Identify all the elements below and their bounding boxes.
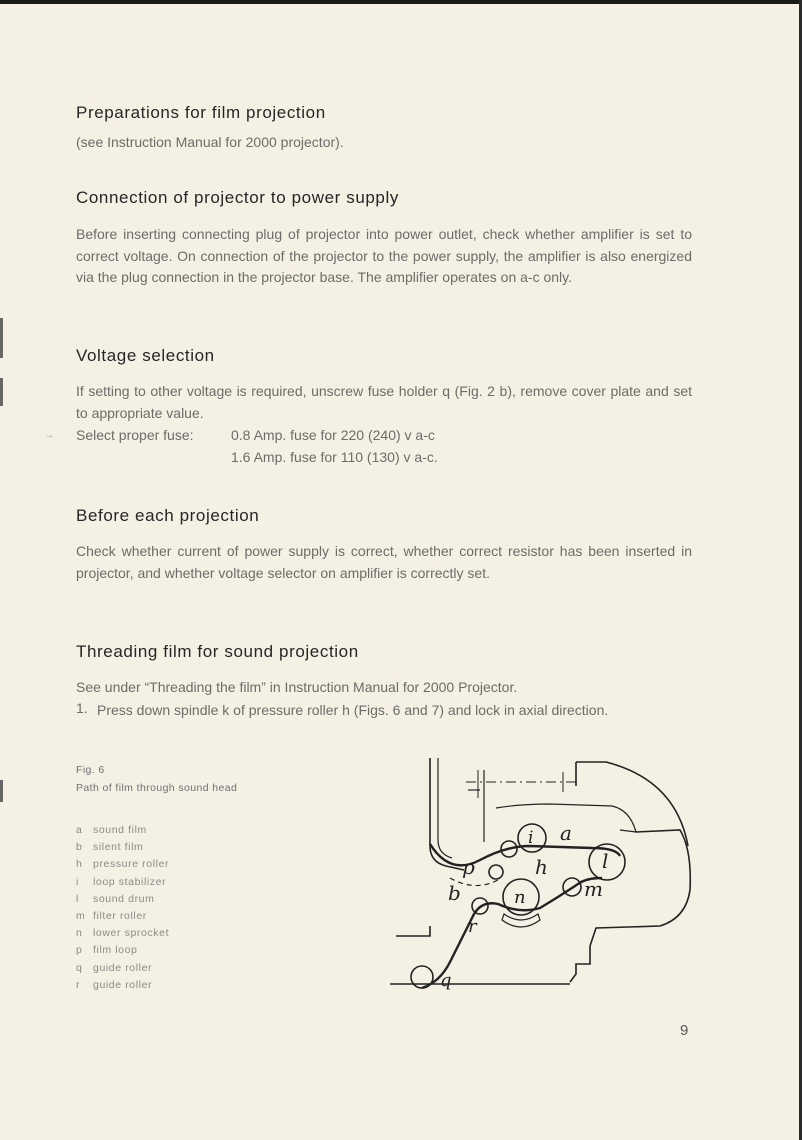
margin-arrow-icon: → xyxy=(44,430,54,441)
diagram-label-l: l xyxy=(602,849,609,873)
binding-mark xyxy=(0,378,3,406)
section-title-threading: Threading film for sound projection xyxy=(76,642,359,661)
frame-right-side xyxy=(570,830,690,982)
legend-item: p film loop xyxy=(76,944,138,957)
figure-number: Fig. 6 xyxy=(76,764,105,776)
diagram-label-p: p xyxy=(462,855,475,879)
diagram-label-n: n xyxy=(514,887,526,908)
figure-legend xyxy=(76,822,169,994)
legend-item: m filter roller xyxy=(76,910,147,923)
threading-intro: See under “Threading the film” in Instruction Manual for 2000 Projector. xyxy=(76,679,518,695)
section-title-voltage: Voltage selection xyxy=(76,346,215,365)
frame-top-curve xyxy=(576,762,688,846)
voltage-paragraph: If setting to other voltage is required, unscrew fuse holder q (Fig. 2 b), remove cover plate and set to appropriate value. xyxy=(76,383,692,421)
legend-item: q guide roller xyxy=(76,961,153,974)
page-number: 9 xyxy=(680,1022,689,1039)
film-path-upper xyxy=(430,844,620,865)
fuse-option-2: 1.6 Amp. fuse for 110 (130) v a-c. xyxy=(231,449,438,465)
legend-item: b silent film xyxy=(76,841,144,854)
before-paragraph: Check whether current of power supply is correct, whether correct resistor has been inserted in projector, and whether voltage selector on amplifier is correctly set. xyxy=(76,543,692,581)
step-text: Press down spindle k of pressure roller h (Figs. 6 and 7) and lock in axial direction. xyxy=(97,702,609,718)
section-title-preparations: Preparations for film projection xyxy=(76,103,326,122)
sound-head-diagram xyxy=(380,750,700,1000)
diagram-label-h: h xyxy=(535,855,548,879)
legend-item: r guide roller xyxy=(76,978,153,991)
sprocket-base xyxy=(502,914,540,927)
fuse-option-1: 0.8 Amp. fuse for 220 (240) v a-c xyxy=(231,427,435,443)
diagram-label-a: a xyxy=(560,821,572,845)
step-number: 1. xyxy=(76,700,88,716)
preparations-note: (see Instruction Manual for 2000 projector). xyxy=(76,134,344,150)
legend-item: l sound drum xyxy=(76,892,155,905)
frame-left-base xyxy=(396,926,430,936)
fuse-label: Select proper fuse: xyxy=(76,427,194,443)
figure-caption: Path of film through sound head xyxy=(76,782,238,794)
binding-mark xyxy=(0,318,3,358)
section-title-before: Before each projection xyxy=(76,506,260,525)
diagram-label-r: r xyxy=(468,916,477,937)
legend-item: h pressure roller xyxy=(76,858,170,871)
legend-item: i loop stabilizer xyxy=(76,875,167,888)
diagram-label-i: i xyxy=(528,828,534,848)
diagram-label-b: b xyxy=(448,881,461,905)
pressure-roller-lower xyxy=(489,865,503,879)
housing-wall xyxy=(430,758,464,870)
diagram-label-q: q xyxy=(440,970,452,991)
page-top-edge xyxy=(0,0,802,4)
binding-mark xyxy=(0,780,3,802)
legend-item: a sound film xyxy=(76,824,147,836)
legend-item: n lower sprocket xyxy=(76,927,170,940)
section-title-power: Connection of projector to power supply xyxy=(76,188,399,207)
power-paragraph: Before inserting connecting plug of projector into power outlet, check whether amplifier is set to correct voltage. On connection of the projector to the power supply, the amplifier is also energized via the plug connection in the projector base. The amplifier operates on a-c only. xyxy=(76,226,692,285)
housing-inner-wall xyxy=(438,758,452,858)
diagram-label-m: m xyxy=(584,877,603,901)
